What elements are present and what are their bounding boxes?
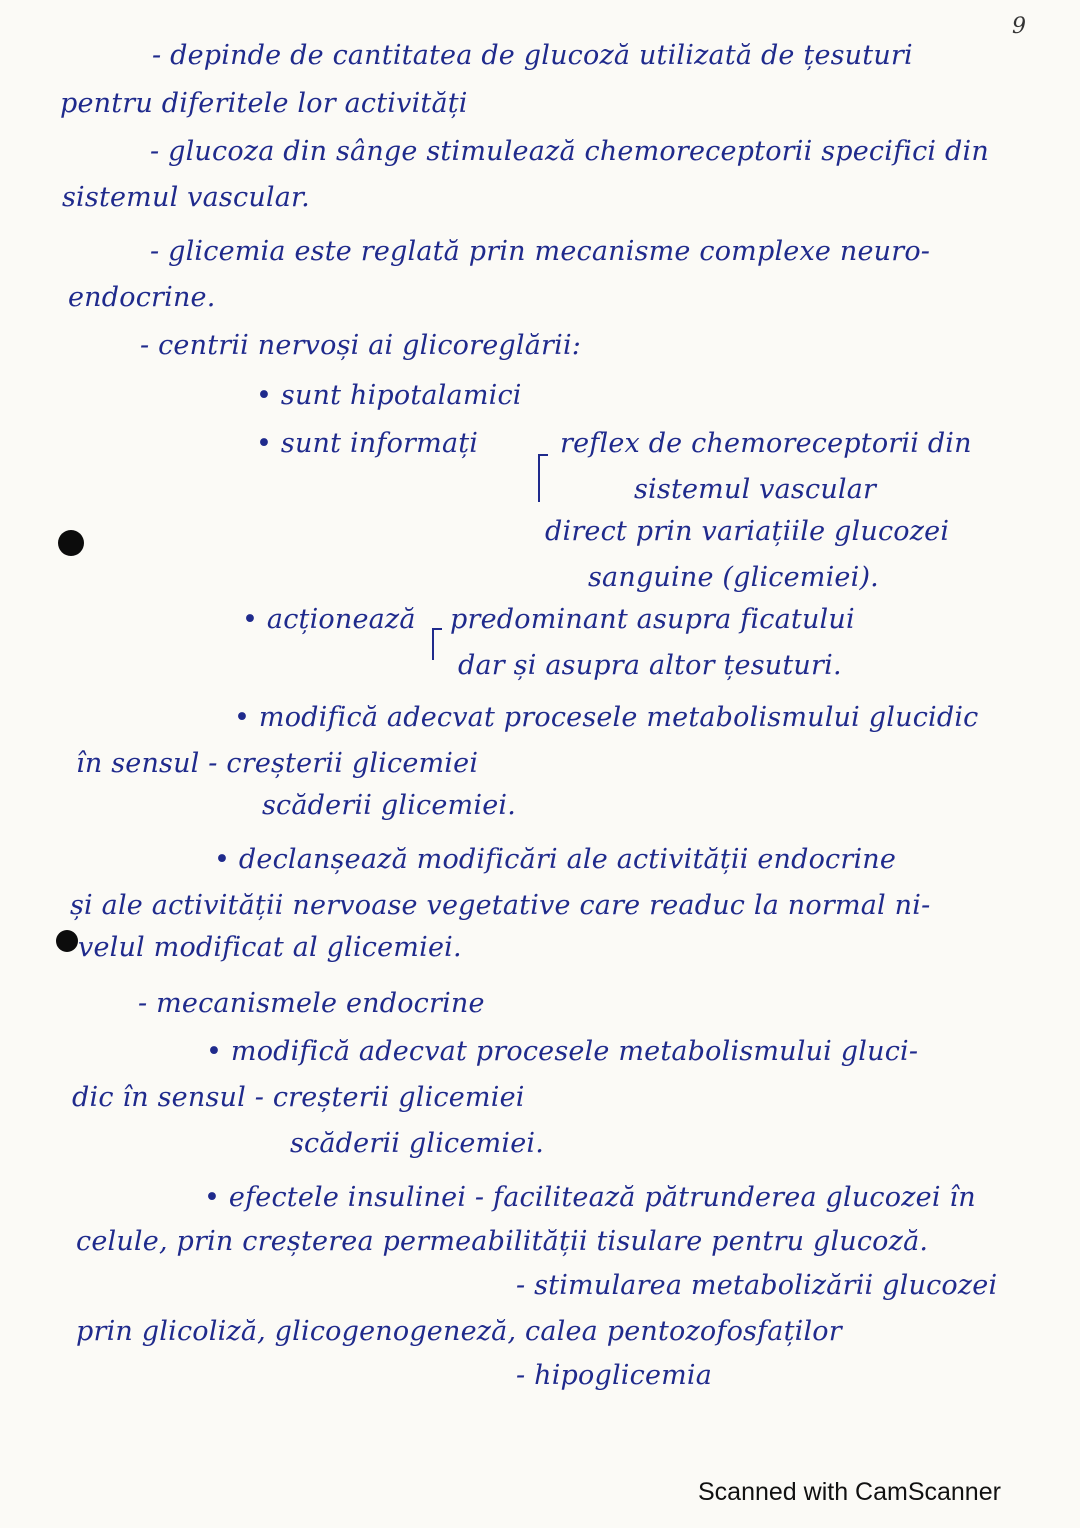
text-line: scăderii glicemiei. [262,790,516,821]
text-line: predominant asupra ficatului [450,604,855,635]
text-line: • declanșează modificări ale activității endocrine [214,844,897,875]
text-line: • sunt informați [256,428,479,459]
text-line: - stimularea metabolizării glucozei [516,1270,998,1301]
text-line: și ale activității nervoase vegetative care readuc la normal ni- [70,890,931,921]
text-line: endocrine. [68,282,216,313]
hole-punch-mark [56,930,78,952]
page-number: 9 [1012,14,1026,39]
text-line: celule, prin creșterea permeabilității tisulare pentru glucoză. [76,1226,929,1257]
text-line: în sensul - creșterii glicemiei [76,748,479,779]
text-line: direct prin variațiile glucozei [545,516,950,547]
text-line: sistemul vascular [634,474,877,505]
text-line: • sunt hipotalamici [256,380,522,411]
text-line: sistemul vascular. [62,182,310,213]
text-line: pentru diferitele lor activități [60,88,468,119]
text-line: - hipoglicemia [516,1360,713,1391]
text-line: - depinde de cantitatea de glucoză utilizată de țesuturi [152,40,913,71]
text-line: dic în sensul - creșterii glicemiei [72,1082,525,1113]
text-line: - centrii nervoși ai glicoreglării: [140,330,582,361]
text-line: - glicemia este reglată prin mecanisme complexe neuro- [150,236,931,267]
text-line: sanguine (glicemiei). [588,562,879,593]
hole-punch-mark [58,530,84,556]
text-line: reflex de chemoreceptorii din [560,428,972,459]
text-line: • modifică adecvat procesele metabolismului glucidic [234,702,979,733]
text-line: - glucoza din sânge stimulează chemoreceptorii specifici din [150,136,989,167]
text-line: • acționează [242,604,416,635]
text-line: • efectele insulinei - facilitează pătrunderea glucozei în [204,1182,976,1213]
text-line: - mecanismele endocrine [138,988,485,1019]
scanner-watermark: Scanned with CamScanner [698,1478,1001,1506]
text-line: scăderii glicemiei. [290,1128,544,1159]
bracket [432,628,442,660]
text-line: • modifică adecvat procesele metabolismului gluci- [206,1036,919,1067]
bracket [538,454,548,502]
text-line: prin glicoliză, glicogenogeneză, calea pentozofosfaților [76,1316,842,1347]
text-line: velul modificat al glicemiei. [78,932,462,963]
text-line: dar și asupra altor țesuturi. [458,650,842,681]
